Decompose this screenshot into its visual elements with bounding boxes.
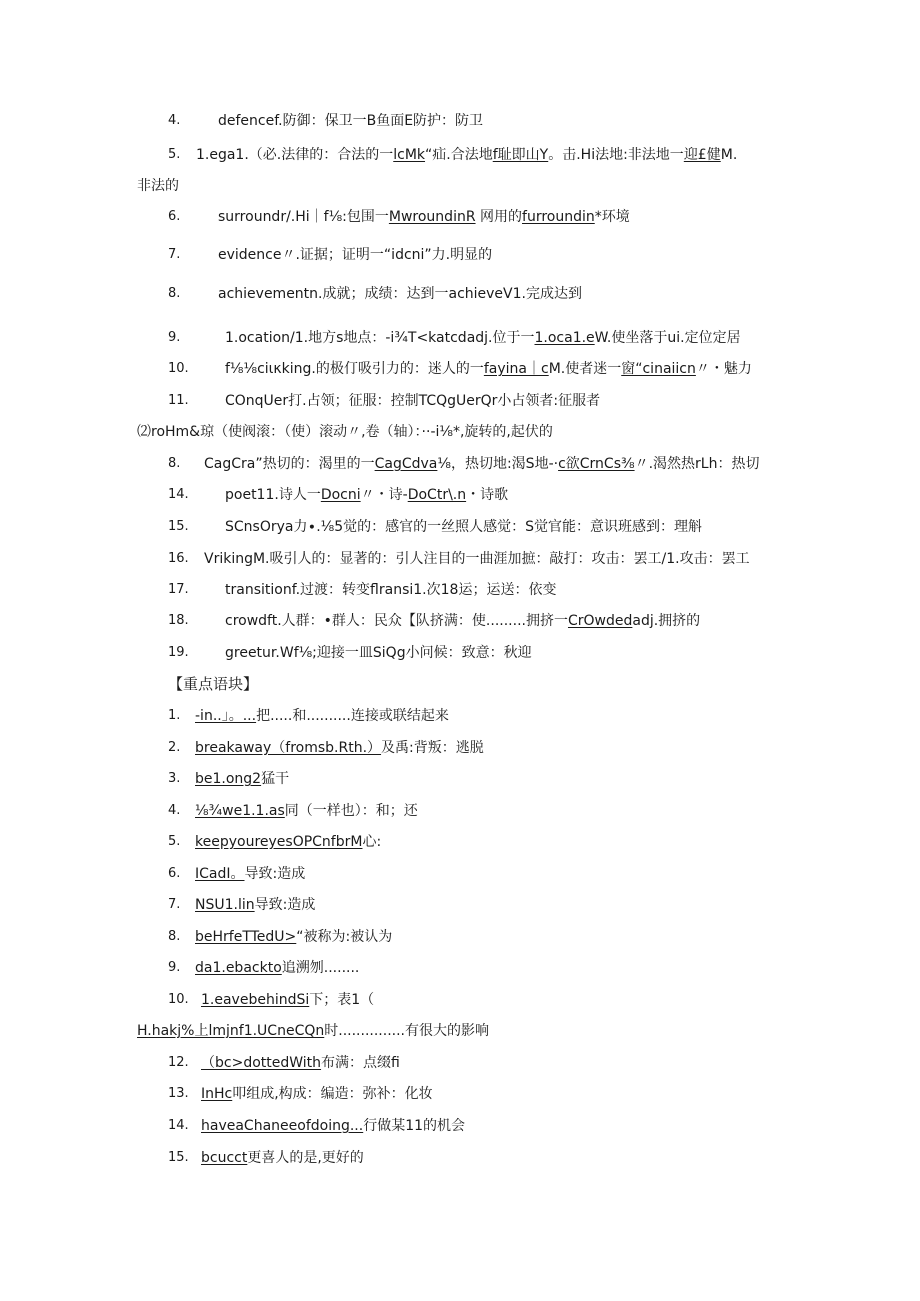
item-number: 14.: [168, 1118, 189, 1133]
item-number: 16.: [168, 551, 189, 566]
item-text: bcucct更喜人的是,更好的: [201, 1150, 364, 1166]
item-number: 9.: [168, 330, 181, 345]
item-number: 9.: [168, 960, 181, 975]
item-continuation: 非法的: [137, 178, 179, 194]
item-number: 19.: [168, 645, 189, 660]
item-number: 4.: [168, 803, 181, 818]
item-number: 8.: [168, 456, 181, 471]
item-number: 13.: [168, 1086, 189, 1101]
item-text: f⅛⅛ciικking.的极仃吸引力的：迷人的一fayina｜cM.使者迷一窗“cinaiicn〃・魅力: [225, 361, 752, 377]
item-text: 1.ocation/1.地方s地点：-i¾T<katcdadj.位于一1.oca1.eW.使坐落于ui.定位定居: [225, 330, 741, 346]
item-number: 1.: [168, 708, 181, 723]
item-continuation: H.hakj%上lmjnf1.UCneCQn时...............有很大的影响: [137, 1023, 490, 1039]
item-number: 15.: [168, 519, 189, 534]
item-number: 2.: [168, 740, 181, 755]
item-text: InHc叩组成,构成：编造：弥补：化妆: [201, 1086, 433, 1102]
item-number: 18.: [168, 613, 189, 628]
item-text: （bc>dottedWith布满：点缀fi: [201, 1055, 400, 1071]
item-number: 8.: [168, 929, 181, 944]
section-heading: 【重点语块】: [168, 675, 259, 693]
item-text: haveaChaneeofdoing...行做某11的机会: [201, 1118, 466, 1134]
item-number: 11.: [168, 393, 189, 408]
item-number: 4.: [168, 113, 181, 128]
item-text: surroundr/.Hi｜f⅛:包围一MwroundinR 网用的furroundin*环境: [218, 209, 630, 225]
item-text: poet11.诗人一Docni〃・诗-DoCtr\.n・诗歌: [225, 487, 509, 503]
item-number: 7.: [168, 897, 181, 912]
item-number: 6.: [168, 209, 181, 224]
item-number: 5.: [168, 147, 181, 162]
item-text: ICadI。导致:造成: [195, 866, 306, 882]
item-number: 8.: [168, 286, 181, 301]
item-number: 14.: [168, 487, 189, 502]
item-text: defencef.防御：保卫一B鱼面E防护：防卫: [218, 113, 484, 129]
item-number: 6.: [168, 866, 181, 881]
item-continuation: ⑵roHm&琼（使阀滚：（使）滚动〃,卷（轴）：··-i⅛*,旋转的,起伏的: [137, 424, 553, 440]
item-text: COnqUer打.占领；征服：控制TCQgUerQr小占领者:征服者: [225, 393, 601, 409]
item-text: CagCra”热切的：渴里的一CagCdva⅛，热切地:渴S地-·c欲CrnCs⅜〃.渴然热rLh：热切: [204, 456, 760, 472]
item-text: da1.ebackto追溯刎........: [195, 960, 360, 976]
item-text: be1.ong2猛干: [195, 771, 290, 787]
item-number: 10.: [168, 992, 189, 1007]
item-number: 7.: [168, 247, 181, 262]
item-number: 17.: [168, 582, 189, 597]
item-number: 3.: [168, 771, 181, 786]
item-number: 10.: [168, 361, 189, 376]
item-text: breakaway（fromsb.Rth.）及禹:背叛：逃脱: [195, 740, 484, 756]
item-text: -in..」。...把.....和..........连接或联结起来: [195, 708, 449, 724]
item-text: NSU1.lin导致:造成: [195, 897, 316, 913]
item-text: SCnsOrya力∙.⅛5觉的：感官的一丝照人感觉：S觉官能：意识班感到：理斛: [225, 519, 703, 535]
item-text: 1.eavebehindSi下；表1（: [201, 992, 375, 1008]
item-text: beHrfeTTedU>“被称为:被认为: [195, 929, 393, 945]
item-text: achievementn.成就；成绩：达到一achieveV1.完成达到: [218, 286, 582, 302]
item-text: ⅛¾we1.1.as同（一样也）：和；还: [195, 803, 418, 819]
item-number: 12.: [168, 1055, 189, 1070]
item-text: greetur.Wf⅛;迎接一皿SiQg小问候：致意：秋迎: [225, 645, 532, 661]
item-number: 15.: [168, 1150, 189, 1165]
item-text: crowdft.人群：•群人：民众【队挤满：使.........拥挤一CrOwdedadj.拥挤的: [225, 613, 701, 629]
item-text: transitionf.过渡：转变flransi1.次18运；运送：依变: [225, 582, 557, 598]
item-text: 1.ega1.（必.法律的：合法的一lcMk“疝.合法地f耻即山Y。击.Hi法地:非法地一迎£健M.: [196, 147, 738, 163]
item-text: evidence〃.证据；证明一“idcni”力.明显的: [218, 247, 493, 263]
item-number: 5.: [168, 834, 181, 849]
item-text: VrikingM.吸引人的：显著的：引人注目的一曲涯加摭：敲打：攻击：罢工/1.攻击：罢工: [204, 551, 750, 567]
item-text: keepyoureyesOPCnfbrM心:: [195, 834, 382, 850]
